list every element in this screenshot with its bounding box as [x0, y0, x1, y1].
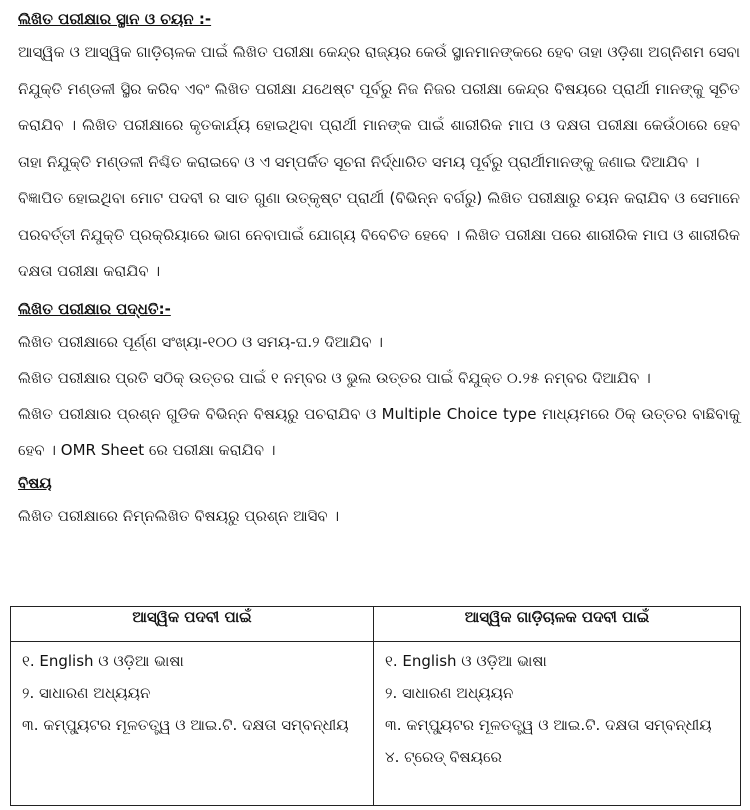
column-header-driver: ଆସ୍ୱିକ ଗାଡ଼ିଚାଳକ ପଦବୀ ପାଇଁ [374, 607, 741, 642]
section-heading-exam-venue: ଲିଖିତ ପରୀକ୍ଷାର ସ୍ଥାନ ଓ ଚୟନ :- [18, 10, 212, 28]
list-item: ୨. ସାଧାରଣ ଅଧ୍ୟୟନ [22, 684, 151, 702]
subjects-table [10, 606, 741, 806]
table-header-row [11, 607, 741, 642]
paragraph-exam-venue: ଆସ୍ୱିକ ଓ ଆସ୍ୱିକ ଗାଡ଼ିଚାଳକ ପାଇଁ ଲିଖିତ ପରୀକ୍ଷା କେନ୍ଦ୍ର ରାଜ୍ୟର କେଉଁ ସ୍ଥାନମାନଙ୍କରେ ହେବ ତାହା ଓଡ଼ିଶା ଅଗ୍ନିଶମ ସେବା ନିଯୁକ୍ତି ମଣ୍ଡଳୀ ସ୍ଥିର କରିବ ଏବଂ ଲିଖିତ ପରୀକ୍ଷା ଯଥେଷ୍ଟ ପୂର୍ବରୁ ନିଜ ନିଜର ପରୀକ୍ଷା କେନ୍ଦ୍ର ବିଷୟରେ ପ୍ରାର୍ଥୀ ମାନଙ୍କୁ ସୂଚିତ କରାଯିବ । ଲିଖିତ ପରୀକ୍ଷାରେ କୃତକାର୍ଯ୍ୟ ହୋଇଥିବା ପ୍ରାର୍ଥୀ ମାନଙ୍କ ପାଇଁ ଶାରୀରିକ ମାପ ଓ ଦକ୍ଷତା ପରୀକ୍ଷା କେଉଁଠାରେ ହେବ ତାହା ନିଯୁକ୍ତି ମଣ୍ଡଳୀ ନିଶ୍ଚିତ କରାଇବେ ଓ ଏ ସମ୍ପର୍କିତ ସୂଚନା ନିର୍ଦ୍ଧାରିତ ସମୟ ପୂର୍ବରୁ ପ୍ରାର୍ଥୀମାନଙ୍କୁ ଜଣାଇ ଦିଆଯିବ । [18, 43, 740, 171]
paragraph-negative-marking: ଲିଖିତ ପରୀକ୍ଷାର ପ୍ରତି ସଠିକ୍ ଉତ୍ତର ପାଇଁ ୧ ନମ୍ବର ଓ ଭୁଲ ଉତ୍ତର ପାଇଁ ବିଯୁକ୍ତ ୦.୨୫ ନମ୍ବର ଦିଆଯିବ । [18, 368, 651, 387]
column-header-fireman: ଆସ୍ୱିକ ପଦବୀ ପାଇଁ [11, 607, 374, 642]
fireman-subject-cell [11, 642, 374, 806]
paragraph-mcq-omr: ଲିଖିତ ପରୀକ୍ଷାର ପ୍ରଶ୍ନ ଗୁଡିକ ବିଭିନ୍ନ ବିଷୟରୁ ପଚରାଯିବ ଓ Multiple Choice type ମାଧ୍ୟମରେ ଠିକ୍ ଉତ୍ତର ବାଛିବାକୁ ହେବ । OMR Sheet ରେ ପରୀକ୍ଷା କରାଯିବ । [18, 404, 740, 459]
section-heading-exam-method: ଲିଖିତ ପରୀକ୍ଷାର ପଦ୍ଧତି:- [18, 299, 171, 318]
section-heading-subjects: ବିଷୟ [18, 473, 52, 492]
paragraph-selection: ବିଜ୍ଞାପିତ ହୋଇଥିବା ମୋଟ ପଦବୀ ର ସାତ ଗୁଣା ଉତ୍କୃଷ୍ଟ ପ୍ରାର୍ଥୀ (ବିଭିନ୍ନ ବର୍ଗରୁ) ଲିଖିତ ପରୀକ୍ଷାରୁ ଚୟନ କରାଯିବ ଓ ସେମାନେ ପରବର୍ତ୍ତୀ ନିଯୁକ୍ତି ପ୍ରକ୍ରିୟାରେ ଭାଗ ନେବାପାଇଁ ଯୋଗ୍ୟ ବିବେଚିତ ହେବେ । ଲିଖିତ ପରୀକ୍ଷା ପରେ ଶାରୀରିକ ମାପ ଓ ଶାରୀରିକ ଦକ୍ଷତା ପରୀକ୍ଷା କରାଯିବ । [18, 189, 740, 280]
paragraph-marks-time: ଲିଖିତ ପରୀକ୍ଷାରେ ପୂର୍ଣ୍ଣ ସଂଖ୍ୟା-୧୦୦ ଓ ସମୟ-ଘ.୨ ଦିଆଯିବ । [18, 332, 384, 351]
list-item: ୧. English ଓ ଓଡ଼ିଆ ଭାଷା [385, 652, 547, 670]
list-item: ୩. କମ୍ପ୍ୟୁଟର ମୂଳତତ୍ତ୍ୱ ଓ ଆଇ.ଟି. ଦକ୍ଷତା ସମ୍ବନ୍ଧୀୟ [385, 716, 712, 734]
document-body [18, 4, 740, 534]
list-item: ୪. ଟ୍ରେଡ୍ ବିଷୟରେ [385, 748, 502, 766]
driver-subject-cell [374, 642, 741, 806]
list-item: ୩. କମ୍ପ୍ୟୁଟର ମୂଳତତ୍ତ୍ୱ ଓ ଆଇ.ଟି. ଦକ୍ଷତା ସମ୍ବନ୍ଧୀୟ [22, 716, 349, 734]
list-item: ୧. English ଓ ଓଡ଼ିଆ ଭାଷା [22, 652, 184, 670]
list-item: ୨. ସାଧାରଣ ଅଧ୍ୟୟନ [385, 684, 514, 702]
table-row [11, 642, 741, 806]
paragraph-subjects-intro: ଲିଖିତ ପରୀକ୍ଷାରେ ନିମ୍ନଲିଖିତ ବିଷୟରୁ ପ୍ରଶ୍ନ ଆସିବ । [18, 506, 340, 525]
